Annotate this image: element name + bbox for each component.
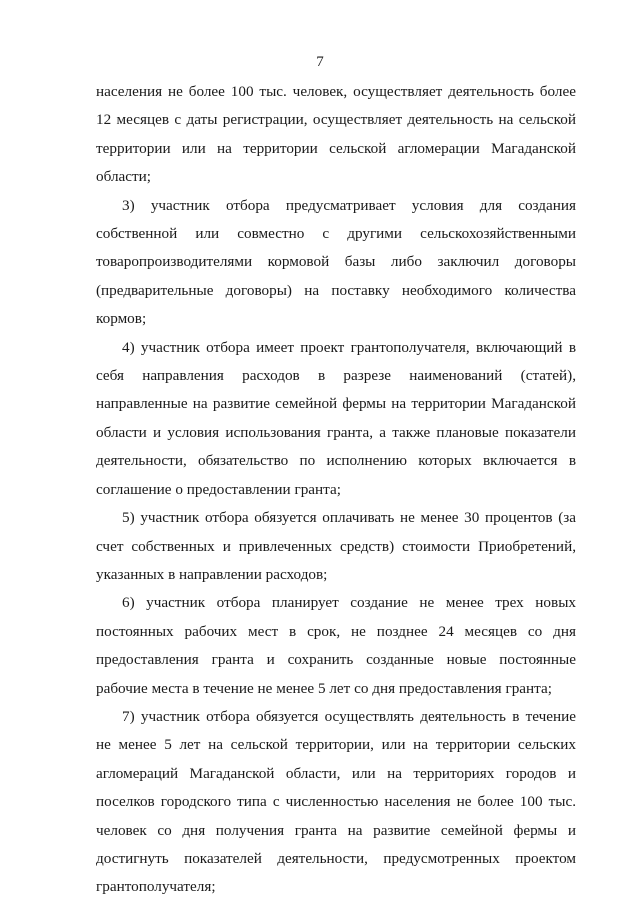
paragraph-item-6: 6) участник отбора планирует создание не менее трех новых постоянных рабочих мест в срок, не позднее 24 месяцев со дня предоставления гранта и сохранить созданные новые постоянные рабочие места в течение не менее 5 лет со дня предоставления гранта; bbox=[96, 594, 576, 697]
paragraph-continuation: населения не более 100 тыс. человек, осуществляет деятельность более 12 месяцев с даты регистрации, осуществляет деятельность на сельской территории или на территории сельской агломерации Магаданской области; bbox=[96, 83, 576, 186]
paragraph-item-4: 4) участник отбора имеет проект грантополучателя, включающий в себя направления расходов в разрезе наименований (статей), направленные на развитие семейной фермы на территории Магаданской области и условия использования гранта, а также плановые показатели деятельности, обязательство по исполнению которых включается в соглашение о предоставлении гранта; bbox=[96, 338, 576, 498]
paragraph-item-5: 5) участник отбора обязуется оплачивать не менее 30 процентов (за счет собственных и привлеченных средств) стоимости Приобретений, указанных в направлении расходов; bbox=[96, 509, 576, 583]
paragraph-item-3: 3) участник отбора предусматривает условия для создания собственной или совместно с другими сельскохозяйственными товаропроизводителями кормовой базы либо заключил договоры (предварительные договоры) на поставку необходимого количества кормов; bbox=[96, 196, 576, 328]
document-body bbox=[96, 78, 576, 902]
page-number: 7 bbox=[316, 54, 324, 70]
paragraph-item-7: 7) участник отбора обязуется осуществлять деятельность в течение не менее 5 лет на сельской территории, или на территории сельских агломераций Магаданской области, или на территориях городов и поселков городского типа с численностью населения не более 100 тыс. человек со дня получения гранта на развитие семейной фермы и достигнуть показателей деятельности, предусмотренных проектом грантополучателя; bbox=[96, 707, 576, 896]
